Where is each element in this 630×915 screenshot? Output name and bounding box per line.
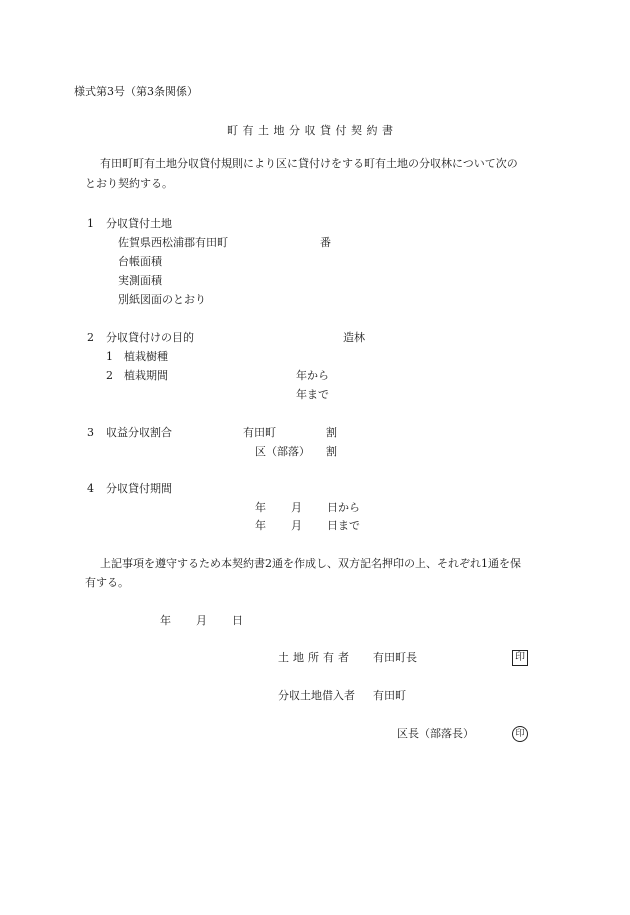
share-unit-town: 割	[326, 426, 337, 439]
section3-heading: 収益分収割合	[106, 426, 172, 439]
loan-period-to-month: 月	[291, 519, 302, 532]
section2-heading: 分収貸付けの目的	[106, 331, 194, 344]
land-location: 佐賀県西松浦郡有田町	[118, 236, 228, 249]
loan-period-to-day: 日まで	[327, 519, 360, 532]
section4-number: 4	[87, 482, 94, 495]
borrower-label: 分収土地借入者	[278, 689, 355, 702]
planting-species-label: 植栽樹種	[124, 350, 168, 363]
closing-line-2: 有する。	[85, 576, 129, 589]
land-owner-name: 有田町長	[373, 651, 417, 664]
planting-period-label: 植栽期間	[124, 369, 168, 382]
share-party-town: 有田町	[243, 426, 276, 439]
loan-period-to-year: 年	[255, 519, 266, 532]
share-party-ward: 区（部落）	[255, 445, 310, 458]
intro-line-1: 有田町町有土地分収貸付規則により区に貸付けをする町有土地の分収林について次の	[100, 157, 518, 170]
loan-period-from-month: 月	[291, 501, 302, 514]
section2-number: 2	[87, 331, 94, 344]
section4-heading: 分収貸付期間	[106, 482, 172, 495]
loan-period-from-day: 日から	[327, 501, 360, 514]
lot-suffix: 番	[320, 236, 331, 249]
planting-period-from: 年から	[296, 369, 329, 382]
land-owner-label: 土地所有者	[278, 651, 353, 664]
measured-area-label: 実測面積	[118, 274, 162, 287]
section3-number: 3	[87, 426, 94, 439]
document-title: 町有土地分収貸付契約書	[227, 124, 398, 137]
purpose-value: 造林	[343, 331, 365, 344]
register-area-label: 台帳面積	[118, 255, 162, 268]
owner-seal: 印	[512, 650, 528, 666]
map-note: 別紙図面のとおり	[118, 293, 206, 306]
contract-date-year: 年	[160, 614, 171, 627]
section1-number: 1	[87, 217, 94, 230]
form-number: 様式第3号（第3条関係）	[74, 85, 198, 98]
ward-head-seal: 印	[512, 726, 528, 742]
borrower-name: 有田町	[373, 689, 406, 702]
section2-item2-number: 2	[106, 369, 113, 382]
share-unit-ward: 割	[326, 445, 337, 458]
section1-heading: 分収貸付土地	[106, 217, 172, 230]
closing-line-1: 上記事項を遵守するため本契約書2通を作成し、双方記名押印の上、それぞれ1通を保	[100, 557, 521, 570]
section2-item1-number: 1	[106, 350, 113, 363]
ward-head-label: 区長（部落長）	[397, 727, 474, 740]
intro-line-2: とおり契約する。	[85, 177, 173, 190]
contract-date-day: 日	[232, 614, 243, 627]
contract-date-month: 月	[196, 614, 207, 627]
planting-period-to: 年まで	[296, 388, 329, 401]
loan-period-from-year: 年	[255, 501, 266, 514]
